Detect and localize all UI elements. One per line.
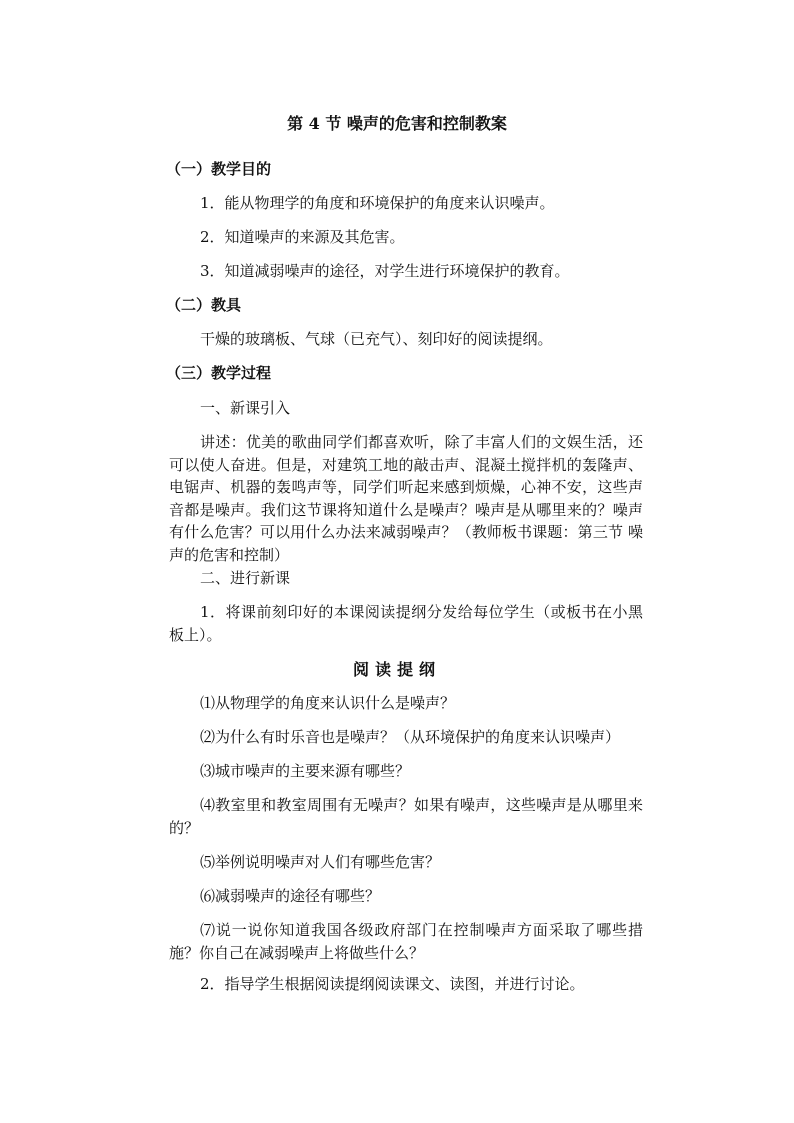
outline-item-1: ⑴从物理学的角度来认识什么是噪声？ — [200, 694, 456, 712]
outline-item-4: ⑷教室里和教室周围有无噪声？如果有噪声，这些噪声是从哪里来的？ — [169, 796, 643, 837]
section-heading-objectives: （一）教学目的 — [166, 160, 272, 178]
outline-item-5: ⑸举例说明噪声对人们有哪些危害？ — [200, 853, 441, 871]
outline-item-7: ⑺说一说你知道我国各级政府部门在控制噪声方面采取了哪些措施？你自己在减弱噪声上将做些什么？ — [169, 921, 643, 962]
section-heading-teaching-process: （三）教学过程 — [166, 364, 272, 382]
intro-paragraph: 讲述：优美的歌曲同学们都喜欢听，除了丰富人们的文娱生活，还可以使人奋进。但是，对建筑工地的敲击声、混凝土搅拌机的轰隆声、电锯声、机器的轰鸣声等，同学们听起来感到烦燥，心神不安，这些声音都是噪声。我们这节课将知道什么是噪声？噪声是从哪里来的？噪声有什么危害？可以用什么办法来减弱噪声？（教师板书课题：第三节 噪声的危害和控制） — [169, 433, 643, 564]
step-2-text: 2．指导学生根据阅读提纲阅读课文、读图，并进行讨论。 — [200, 975, 585, 993]
objective-item-2: 2．知道噪声的来源及其危害。 — [200, 228, 405, 246]
reading-outline-title: 阅读提纲 — [352, 660, 441, 679]
intro-label: 一、新课引入 — [200, 399, 291, 417]
outline-item-2: ⑵为什么有时乐音也是噪声？（从环境保护的角度来认识噪声） — [200, 728, 621, 746]
objective-item-1: 1．能从物理学的角度和环境保护的角度来认识噪声。 — [200, 194, 555, 212]
new-lesson-label: 二、进行新课 — [200, 569, 291, 587]
teaching-aids-text: 干燥的玻璃板、气球（已充气）、刻印好的阅读提纲。 — [200, 330, 553, 348]
outline-item-3: ⑶城市噪声的主要来源有哪些？ — [200, 762, 411, 780]
section-heading-teaching-aids: （二）教具 — [166, 296, 242, 314]
document-title: 第 4 节 噪声的危害和控制教案 — [287, 114, 507, 133]
step-1-paragraph: 1．将课前刻印好的本课阅读提纲分发给每位学生（或板书在小黑板上）。 — [169, 603, 643, 644]
objective-item-3: 3．知道减弱噪声的途径，对学生进行环境保护的教育。 — [200, 262, 570, 280]
outline-item-6: ⑹减弱噪声的途径有哪些？ — [200, 887, 381, 905]
